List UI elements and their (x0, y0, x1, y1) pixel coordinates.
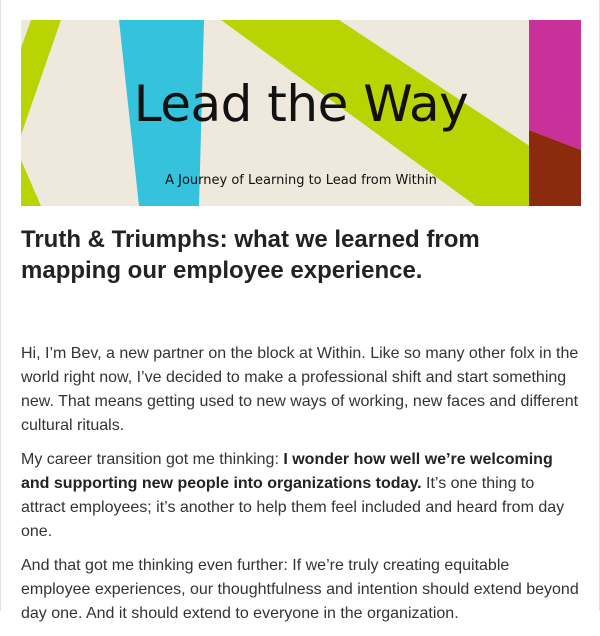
paragraph-further: And that got me thinking even further: If we’re truly creating equitable employee experiences, our thoughtfulness and intention should extend beyond day one. And it should extend to everyone in the organization. (21, 557, 579, 622)
banner-subtitle: A Journey of Learning to Lead from Within (165, 173, 437, 188)
article-headline: Truth & Triumphs: what we learned from mapping our employee experience. (21, 226, 480, 284)
paragraph-transition-rest: It’s one thing to attract employees; it’s another to help them feel included and heard from day one. (21, 475, 565, 540)
paragraph-transition (21, 448, 583, 544)
hero-banner (21, 20, 581, 206)
banner-title: Lead the Way (133, 75, 469, 133)
paragraph-transition-lead: My career transition got me thinking: (21, 451, 284, 468)
paragraph-transition-emphasis: I wonder how well we’re welcoming and supporting new people into organizations today. (21, 451, 553, 492)
paragraph-intro: Hi, I’m Bev, a new partner on the block at Within. Like so many other folx in the world right now, I’ve decided to make a professional shift and start something new. That means getting used to new ways of working, new faces and different cultural rituals. (21, 345, 579, 434)
article-body (21, 342, 583, 636)
